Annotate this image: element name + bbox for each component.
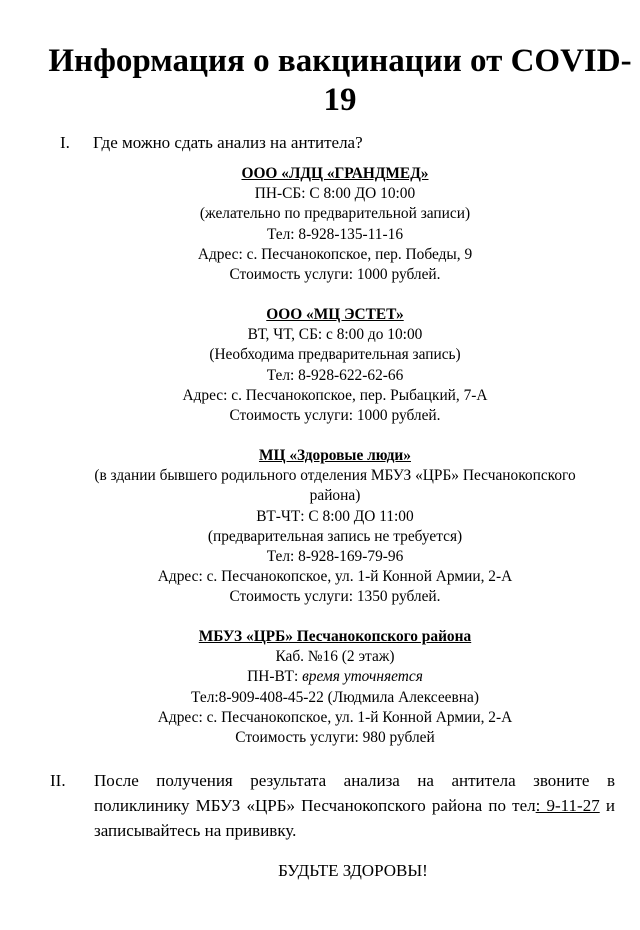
clinic-address: Адрес: с. Песчанокопское, пер. Рыбацкий, 7-А <box>182 386 488 404</box>
page-title: Информация о вакцинации от COVID-19 <box>48 43 632 118</box>
section-2-number: II. <box>50 771 66 790</box>
section-1-number: I. <box>60 133 70 152</box>
clinic-hours: ВТ, ЧТ, СБ: с 8:00 до 10:00 <box>247 326 423 344</box>
clinic-name: МБУЗ «ЦРБ» Песчанокопского района <box>198 628 472 645</box>
clinic-price: Стоимость услуги: 1000 рублей. <box>229 407 441 425</box>
section-2-text-before: После получения результата анализа на антитела звоните в поликлинику МБУЗ «ЦРБ» Песчанокопского района по тел <box>94 771 615 815</box>
clinic-hours: ПН-СБ: С 8:00 ДО 10:00 <box>254 185 416 203</box>
farewell-text: БУДЬТЕ ЗДОРОВЫ! <box>278 861 428 880</box>
clinic-price: Стоимость услуги: 1000 рублей. <box>229 266 441 284</box>
clinic-hours: ВТ-ЧТ: С 8:00 ДО 11:00 <box>256 507 414 525</box>
clinic-grandmed <box>20 164 640 285</box>
clinic-name: ООО «МЦ ЭСТЕТ» <box>266 306 404 323</box>
section-1-question: Где можно сдать анализ на антитела? <box>93 133 363 152</box>
clinic-phone: Тел:8-909-408-45-22 (Людмила Алексеевна) <box>191 688 479 706</box>
clinic-note: (желательно по предварительной записи) <box>199 205 471 223</box>
polyclinic-phone: : 9-11-27 <box>535 796 600 815</box>
section-2-text <box>94 768 615 843</box>
clinic-phone: Тел: 8-928-622-62-66 <box>266 366 404 384</box>
clinic-note: (предварительная запись не требуется) <box>207 527 463 545</box>
clinic-address: Адрес: с. Песчанокопское, пер. Победы, 9 <box>197 245 473 263</box>
clinic-hours-label: ПН-ВТ: <box>247 668 303 686</box>
clinic-address: Адрес: с. Песчанокопское, ул. 1-й Конной Армии, 2-А <box>157 568 513 586</box>
clinic-location-cont: района) <box>309 487 361 505</box>
clinic-address: Адрес: с. Песчанокопское, ул. 1-й Конной Армии, 2-А <box>157 708 513 726</box>
section-2 <box>50 768 615 843</box>
clinic-price: Стоимость услуги: 980 рублей <box>235 729 435 747</box>
clinic-name: МЦ «Здоровые люди» <box>258 447 411 464</box>
clinic-name: ООО «ЛДЦ «ГРАНДМЕД» <box>241 165 429 182</box>
clinic-zdorovye-lyudi <box>20 446 640 608</box>
clinic-estet <box>20 305 640 426</box>
clinic-price: Стоимость услуги: 1350 рублей. <box>229 588 441 606</box>
clinic-phone: Тел: 8-928-169-79-96 <box>266 548 404 566</box>
section-2-text-after: и записывайтесь на прививку. <box>94 796 615 840</box>
clinic-room: Каб. №16 (2 этаж) <box>275 648 395 666</box>
clinic-location: (в здании бывшего родильного отделения МБУЗ «ЦРБ» Песчанокопского <box>94 467 576 485</box>
clinic-phone: Тел: 8-928-135-11-16 <box>266 225 404 243</box>
clinic-hours <box>20 667 640 687</box>
clinic-hours-value: время уточняется <box>302 668 423 686</box>
clinic-crb <box>20 627 640 748</box>
clinic-note: (Необходима предварительная запись) <box>209 346 461 364</box>
